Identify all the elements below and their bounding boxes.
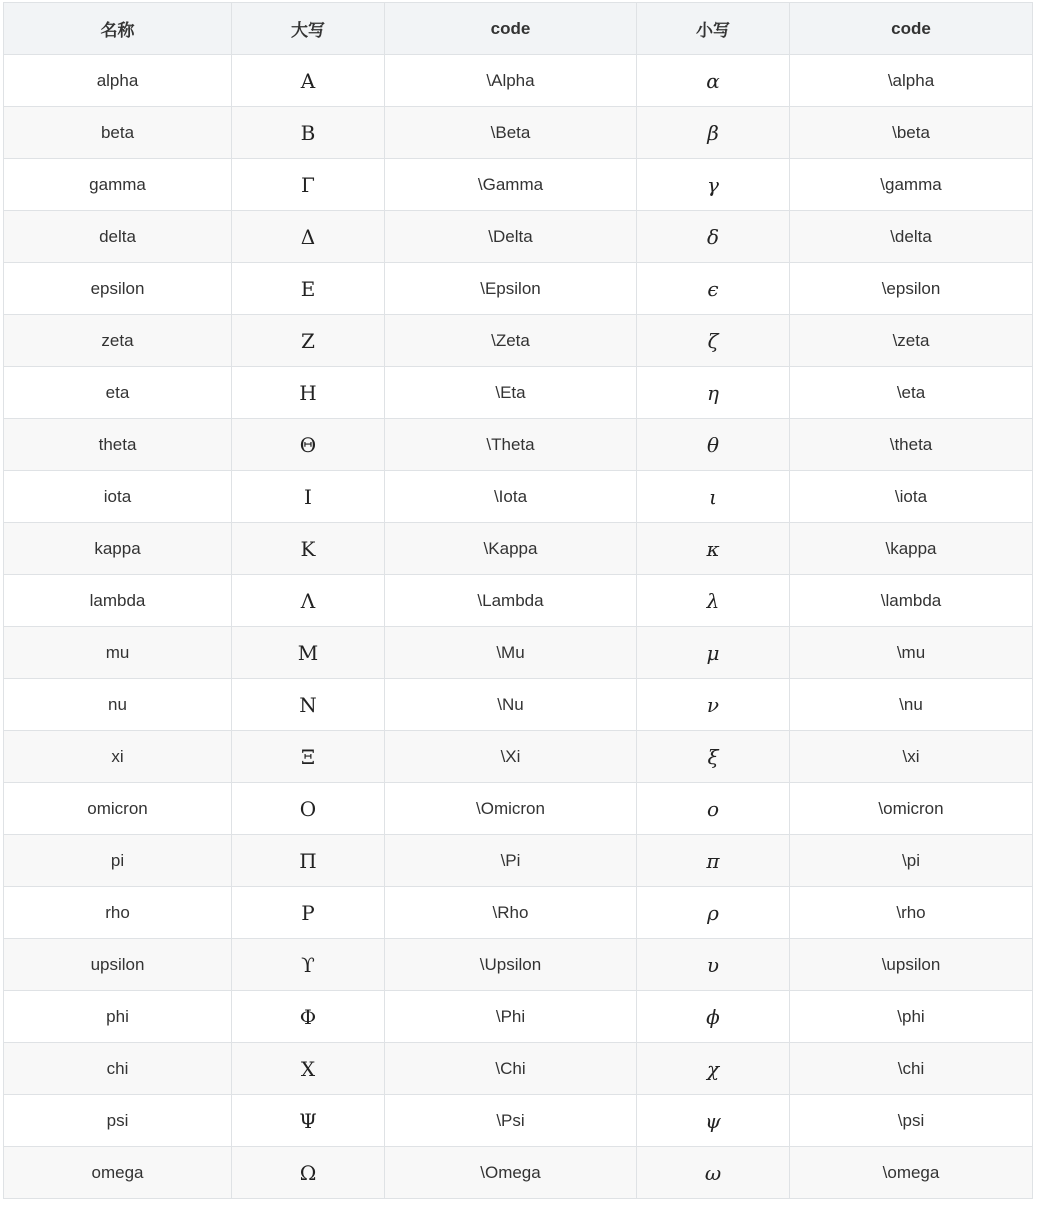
uppercase-symbol-cell: Β [232,107,385,159]
letter-name-cell: omega [4,1147,232,1199]
table-row [4,471,1033,523]
table-row [4,367,1033,419]
table-header [4,3,1033,55]
lowercase-code-cell: \nu [790,679,1033,731]
lowercase-code-cell: \iota [790,471,1033,523]
lowercase-symbol-cell: ψ [637,1095,790,1147]
uppercase-code-cell: \Gamma [385,159,637,211]
table-body [4,55,1033,1199]
uppercase-code-cell: \Alpha [385,55,637,107]
letter-name-cell: lambda [4,575,232,627]
letter-name-cell: beta [4,107,232,159]
table-row [4,211,1033,263]
table-row [4,939,1033,991]
uppercase-code-cell: \Phi [385,991,637,1043]
uppercase-symbol-cell: Χ [232,1043,385,1095]
uppercase-code-cell: \Beta [385,107,637,159]
letter-name-cell: alpha [4,55,232,107]
lowercase-symbol-cell: υ [637,939,790,991]
letter-name-cell: eta [4,367,232,419]
table-row [4,55,1033,107]
letter-name-cell: delta [4,211,232,263]
uppercase-code-cell: \Lambda [385,575,637,627]
lowercase-symbol-cell: α [637,55,790,107]
letter-name-cell: phi [4,991,232,1043]
lowercase-code-cell: \rho [790,887,1033,939]
uppercase-code-cell: \Theta [385,419,637,471]
greek-letters-table-container [3,2,1032,1199]
uppercase-code-cell: \Omicron [385,783,637,835]
uppercase-code-cell: \Pi [385,835,637,887]
table-row [4,835,1033,887]
lowercase-symbol-cell: μ [637,627,790,679]
letter-name-cell: zeta [4,315,232,367]
lowercase-code-cell: \eta [790,367,1033,419]
table-row [4,991,1033,1043]
lowercase-code-cell: \lambda [790,575,1033,627]
uppercase-code-cell: \Epsilon [385,263,637,315]
uppercase-symbol-cell: Φ [232,991,385,1043]
lowercase-code-cell: \omicron [790,783,1033,835]
letter-name-cell: iota [4,471,232,523]
lowercase-symbol-cell: ρ [637,887,790,939]
lowercase-code-cell: \theta [790,419,1033,471]
uppercase-symbol-cell: Α [232,55,385,107]
table-row [4,1147,1033,1199]
lowercase-code-cell: \upsilon [790,939,1033,991]
uppercase-symbol-cell: ϒ [232,939,385,991]
lowercase-code-cell: \omega [790,1147,1033,1199]
lowercase-symbol-cell: ν [637,679,790,731]
uppercase-symbol-cell: Ξ [232,731,385,783]
uppercase-code-cell: \Xi [385,731,637,783]
lowercase-code-cell: \kappa [790,523,1033,575]
uppercase-symbol-cell: Θ [232,419,385,471]
lowercase-code-cell: \mu [790,627,1033,679]
uppercase-code-cell: \Upsilon [385,939,637,991]
letter-name-cell: mu [4,627,232,679]
uppercase-symbol-cell: Γ [232,159,385,211]
uppercase-symbol-cell: Ψ [232,1095,385,1147]
lowercase-symbol-cell: ω [637,1147,790,1199]
letter-name-cell: psi [4,1095,232,1147]
lowercase-symbol-cell: π [637,835,790,887]
lowercase-symbol-cell: θ [637,419,790,471]
lowercase-code-cell: \gamma [790,159,1033,211]
letter-name-cell: theta [4,419,232,471]
uppercase-code-cell: \Mu [385,627,637,679]
lowercase-symbol-cell: ϵ [637,263,790,315]
lowercase-code-cell: \delta [790,211,1033,263]
uppercase-code-cell: \Rho [385,887,637,939]
table-row [4,627,1033,679]
table-row [4,523,1033,575]
uppercase-symbol-cell: Ι [232,471,385,523]
lowercase-code-cell: \chi [790,1043,1033,1095]
lowercase-symbol-cell: ι [637,471,790,523]
table-row [4,575,1033,627]
lowercase-symbol-cell: λ [637,575,790,627]
uppercase-symbol-cell: Ε [232,263,385,315]
lowercase-code-cell: \pi [790,835,1033,887]
header-lowercase-code: code [790,3,1033,55]
header-row [4,3,1033,55]
lowercase-code-cell: \beta [790,107,1033,159]
letter-name-cell: rho [4,887,232,939]
uppercase-symbol-cell: Η [232,367,385,419]
header-uppercase: 大写 [232,3,385,55]
lowercase-code-cell: \psi [790,1095,1033,1147]
greek-letters-table [3,2,1033,1199]
uppercase-code-cell: \Zeta [385,315,637,367]
lowercase-symbol-cell: β [637,107,790,159]
uppercase-symbol-cell: Λ [232,575,385,627]
letter-name-cell: epsilon [4,263,232,315]
letter-name-cell: chi [4,1043,232,1095]
header-lowercase: 小写 [637,3,790,55]
uppercase-symbol-cell: Κ [232,523,385,575]
uppercase-symbol-cell: Δ [232,211,385,263]
lowercase-symbol-cell: ο [637,783,790,835]
uppercase-code-cell: \Chi [385,1043,637,1095]
letter-name-cell: pi [4,835,232,887]
lowercase-symbol-cell: ξ [637,731,790,783]
lowercase-symbol-cell: ϕ [637,991,790,1043]
table-row [4,731,1033,783]
uppercase-symbol-cell: Ω [232,1147,385,1199]
letter-name-cell: omicron [4,783,232,835]
letter-name-cell: xi [4,731,232,783]
lowercase-code-cell: \epsilon [790,263,1033,315]
lowercase-code-cell: \xi [790,731,1033,783]
letter-name-cell: gamma [4,159,232,211]
uppercase-code-cell: \Psi [385,1095,637,1147]
table-row [4,887,1033,939]
uppercase-symbol-cell: Ν [232,679,385,731]
uppercase-code-cell: \Omega [385,1147,637,1199]
uppercase-code-cell: \Iota [385,471,637,523]
table-row [4,419,1033,471]
table-row [4,1043,1033,1095]
lowercase-symbol-cell: ζ [637,315,790,367]
header-uppercase-code: code [385,3,637,55]
header-name: 名称 [4,3,232,55]
table-row [4,679,1033,731]
uppercase-symbol-cell: Ρ [232,887,385,939]
uppercase-code-cell: \Nu [385,679,637,731]
uppercase-symbol-cell: Π [232,835,385,887]
lowercase-code-cell: \alpha [790,55,1033,107]
uppercase-symbol-cell: Μ [232,627,385,679]
uppercase-code-cell: \Eta [385,367,637,419]
lowercase-symbol-cell: γ [637,159,790,211]
table-row [4,315,1033,367]
letter-name-cell: nu [4,679,232,731]
lowercase-code-cell: \phi [790,991,1033,1043]
uppercase-symbol-cell: Ο [232,783,385,835]
table-row [4,783,1033,835]
lowercase-symbol-cell: η [637,367,790,419]
table-row [4,107,1033,159]
lowercase-symbol-cell: χ [637,1043,790,1095]
table-row [4,263,1033,315]
lowercase-symbol-cell: κ [637,523,790,575]
uppercase-code-cell: \Kappa [385,523,637,575]
letter-name-cell: kappa [4,523,232,575]
uppercase-code-cell: \Delta [385,211,637,263]
table-row [4,159,1033,211]
lowercase-symbol-cell: δ [637,211,790,263]
table-row [4,1095,1033,1147]
letter-name-cell: upsilon [4,939,232,991]
lowercase-code-cell: \zeta [790,315,1033,367]
uppercase-symbol-cell: Ζ [232,315,385,367]
